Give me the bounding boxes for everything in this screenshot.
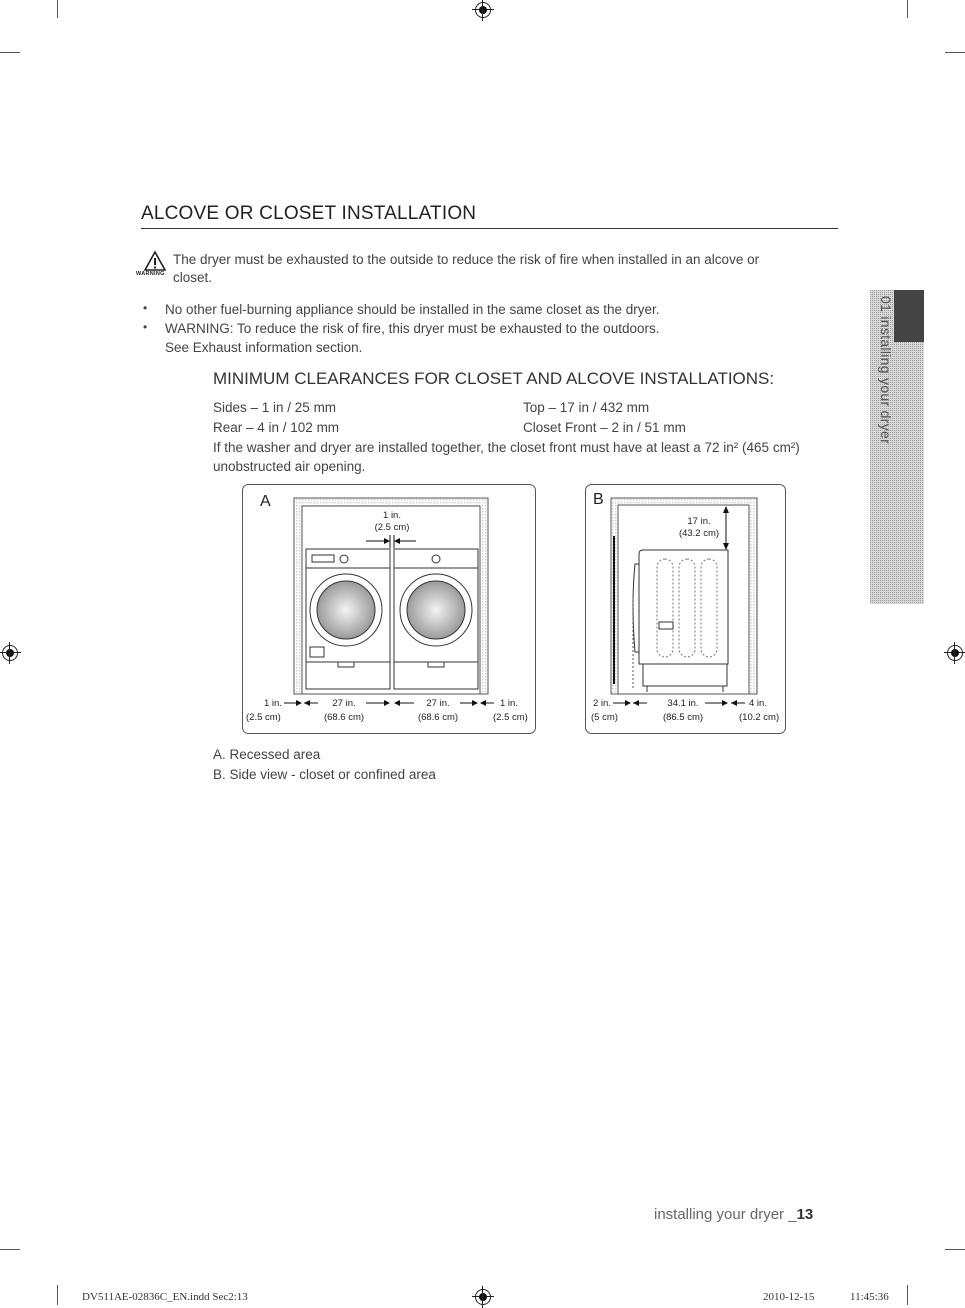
- slug-date: 2010-12-15: [763, 1291, 815, 1303]
- crop-mark: [57, 0, 58, 18]
- crop-mark: [57, 1285, 58, 1305]
- caption-a: A. Recessed area: [213, 747, 321, 762]
- registration-mark-icon: [947, 645, 963, 661]
- slug-time: 11:45:36: [850, 1291, 889, 1303]
- dim-depth-in: 34.1 in.: [667, 698, 699, 709]
- dim-washer-width-cm: (68.6 cm): [323, 712, 365, 723]
- figure-recessed-area: [242, 484, 536, 734]
- bullet-item-cont: See Exhaust information section.: [165, 340, 363, 355]
- figure-side-view: [585, 484, 786, 734]
- dim-top-cm: (43.2 cm): [678, 528, 720, 539]
- registration-mark-icon: [2, 645, 18, 661]
- dim-gap-cm: (2.5 cm): [374, 522, 410, 533]
- warning-label: WARNING: [136, 271, 165, 277]
- dim-front-in: 2 in.: [593, 698, 611, 709]
- crop-mark: [907, 1285, 908, 1305]
- dim-depth-cm: (86.5 cm): [662, 712, 704, 723]
- dim-gap-in: 1 in.: [383, 510, 401, 521]
- clearance-note-cont: unobstructed air opening.: [213, 459, 366, 474]
- clearance-closet-front: Closet Front – 2 in / 51 mm: [523, 420, 686, 435]
- dim-washer-width-in: 27 in.: [332, 698, 356, 709]
- caption-b: B. Side view - closet or confined area: [213, 767, 436, 782]
- section-title: ALCOVE OR CLOSET INSTALLATION: [141, 203, 477, 224]
- crop-mark: [0, 1249, 20, 1250]
- page-footer: [654, 1206, 813, 1223]
- dim-rear-cm: (10.2 cm): [739, 712, 780, 723]
- figure-a-label: A: [260, 493, 271, 510]
- clearance-note: If the washer and dryer are installed together, the closet front must have at least a 72 in² (465 cm²): [213, 440, 800, 455]
- dim-top-in: 17 in.: [687, 516, 711, 527]
- warning-text: The dryer must be exhausted to the outside to reduce the risk of fire when installed in an alcove or: [173, 252, 760, 267]
- clearances-title: MINIMUM CLEARANCES FOR CLOSET AND ALCOVE INSTALLATIONS:: [213, 369, 775, 388]
- bullet-item: WARNING: To reduce the risk of fire, this dryer must be exhausted to the outdoors.: [165, 321, 660, 336]
- bullet-item: No other fuel-burning appliance should be installed in the same closet as the dryer.: [165, 302, 660, 317]
- chapter-tab-label: 01 installing your dryer: [878, 296, 894, 445]
- dim-left-in: 1 in.: [264, 698, 282, 709]
- title-underline: [141, 228, 838, 229]
- footer-text: installing your dryer _: [654, 1206, 797, 1223]
- slug-file: DV511AE-02836C_EN.indd Sec2:13: [82, 1291, 248, 1303]
- warning-triangle-icon: [144, 251, 166, 271]
- registration-mark-icon: [475, 2, 491, 18]
- figure-b-label: B: [593, 491, 604, 508]
- dim-left-cm: (2.5 cm): [246, 712, 281, 723]
- registration-mark-icon: [475, 1289, 491, 1305]
- crop-mark: [0, 52, 20, 53]
- crop-mark: [907, 0, 908, 18]
- crop-mark: [945, 1249, 965, 1250]
- warning-text-cont: closet.: [173, 270, 213, 285]
- clearance-rear: Rear – 4 in / 102 mm: [213, 420, 340, 435]
- washer-illustration: [306, 549, 390, 689]
- dryer-illustration: [394, 549, 478, 689]
- dryer-side-illustration: [633, 550, 728, 692]
- clearance-sides: Sides – 1 in / 25 mm: [213, 400, 337, 415]
- dim-dryer-width-in: 27 in.: [426, 698, 450, 709]
- dim-rear-in: 4 in.: [749, 698, 767, 709]
- dim-front-cm: (5 cm): [591, 712, 618, 723]
- bullet-dot-icon: •: [143, 320, 148, 334]
- dim-right-in: 1 in.: [500, 698, 518, 709]
- crop-mark: [945, 52, 965, 53]
- page-number: 13: [796, 1206, 814, 1223]
- bullet-dot-icon: •: [143, 301, 148, 315]
- dim-dryer-width-cm: (68.6 cm): [417, 712, 459, 723]
- clearance-top: Top – 17 in / 432 mm: [523, 400, 650, 415]
- dim-right-cm: (2.5 cm): [493, 712, 528, 723]
